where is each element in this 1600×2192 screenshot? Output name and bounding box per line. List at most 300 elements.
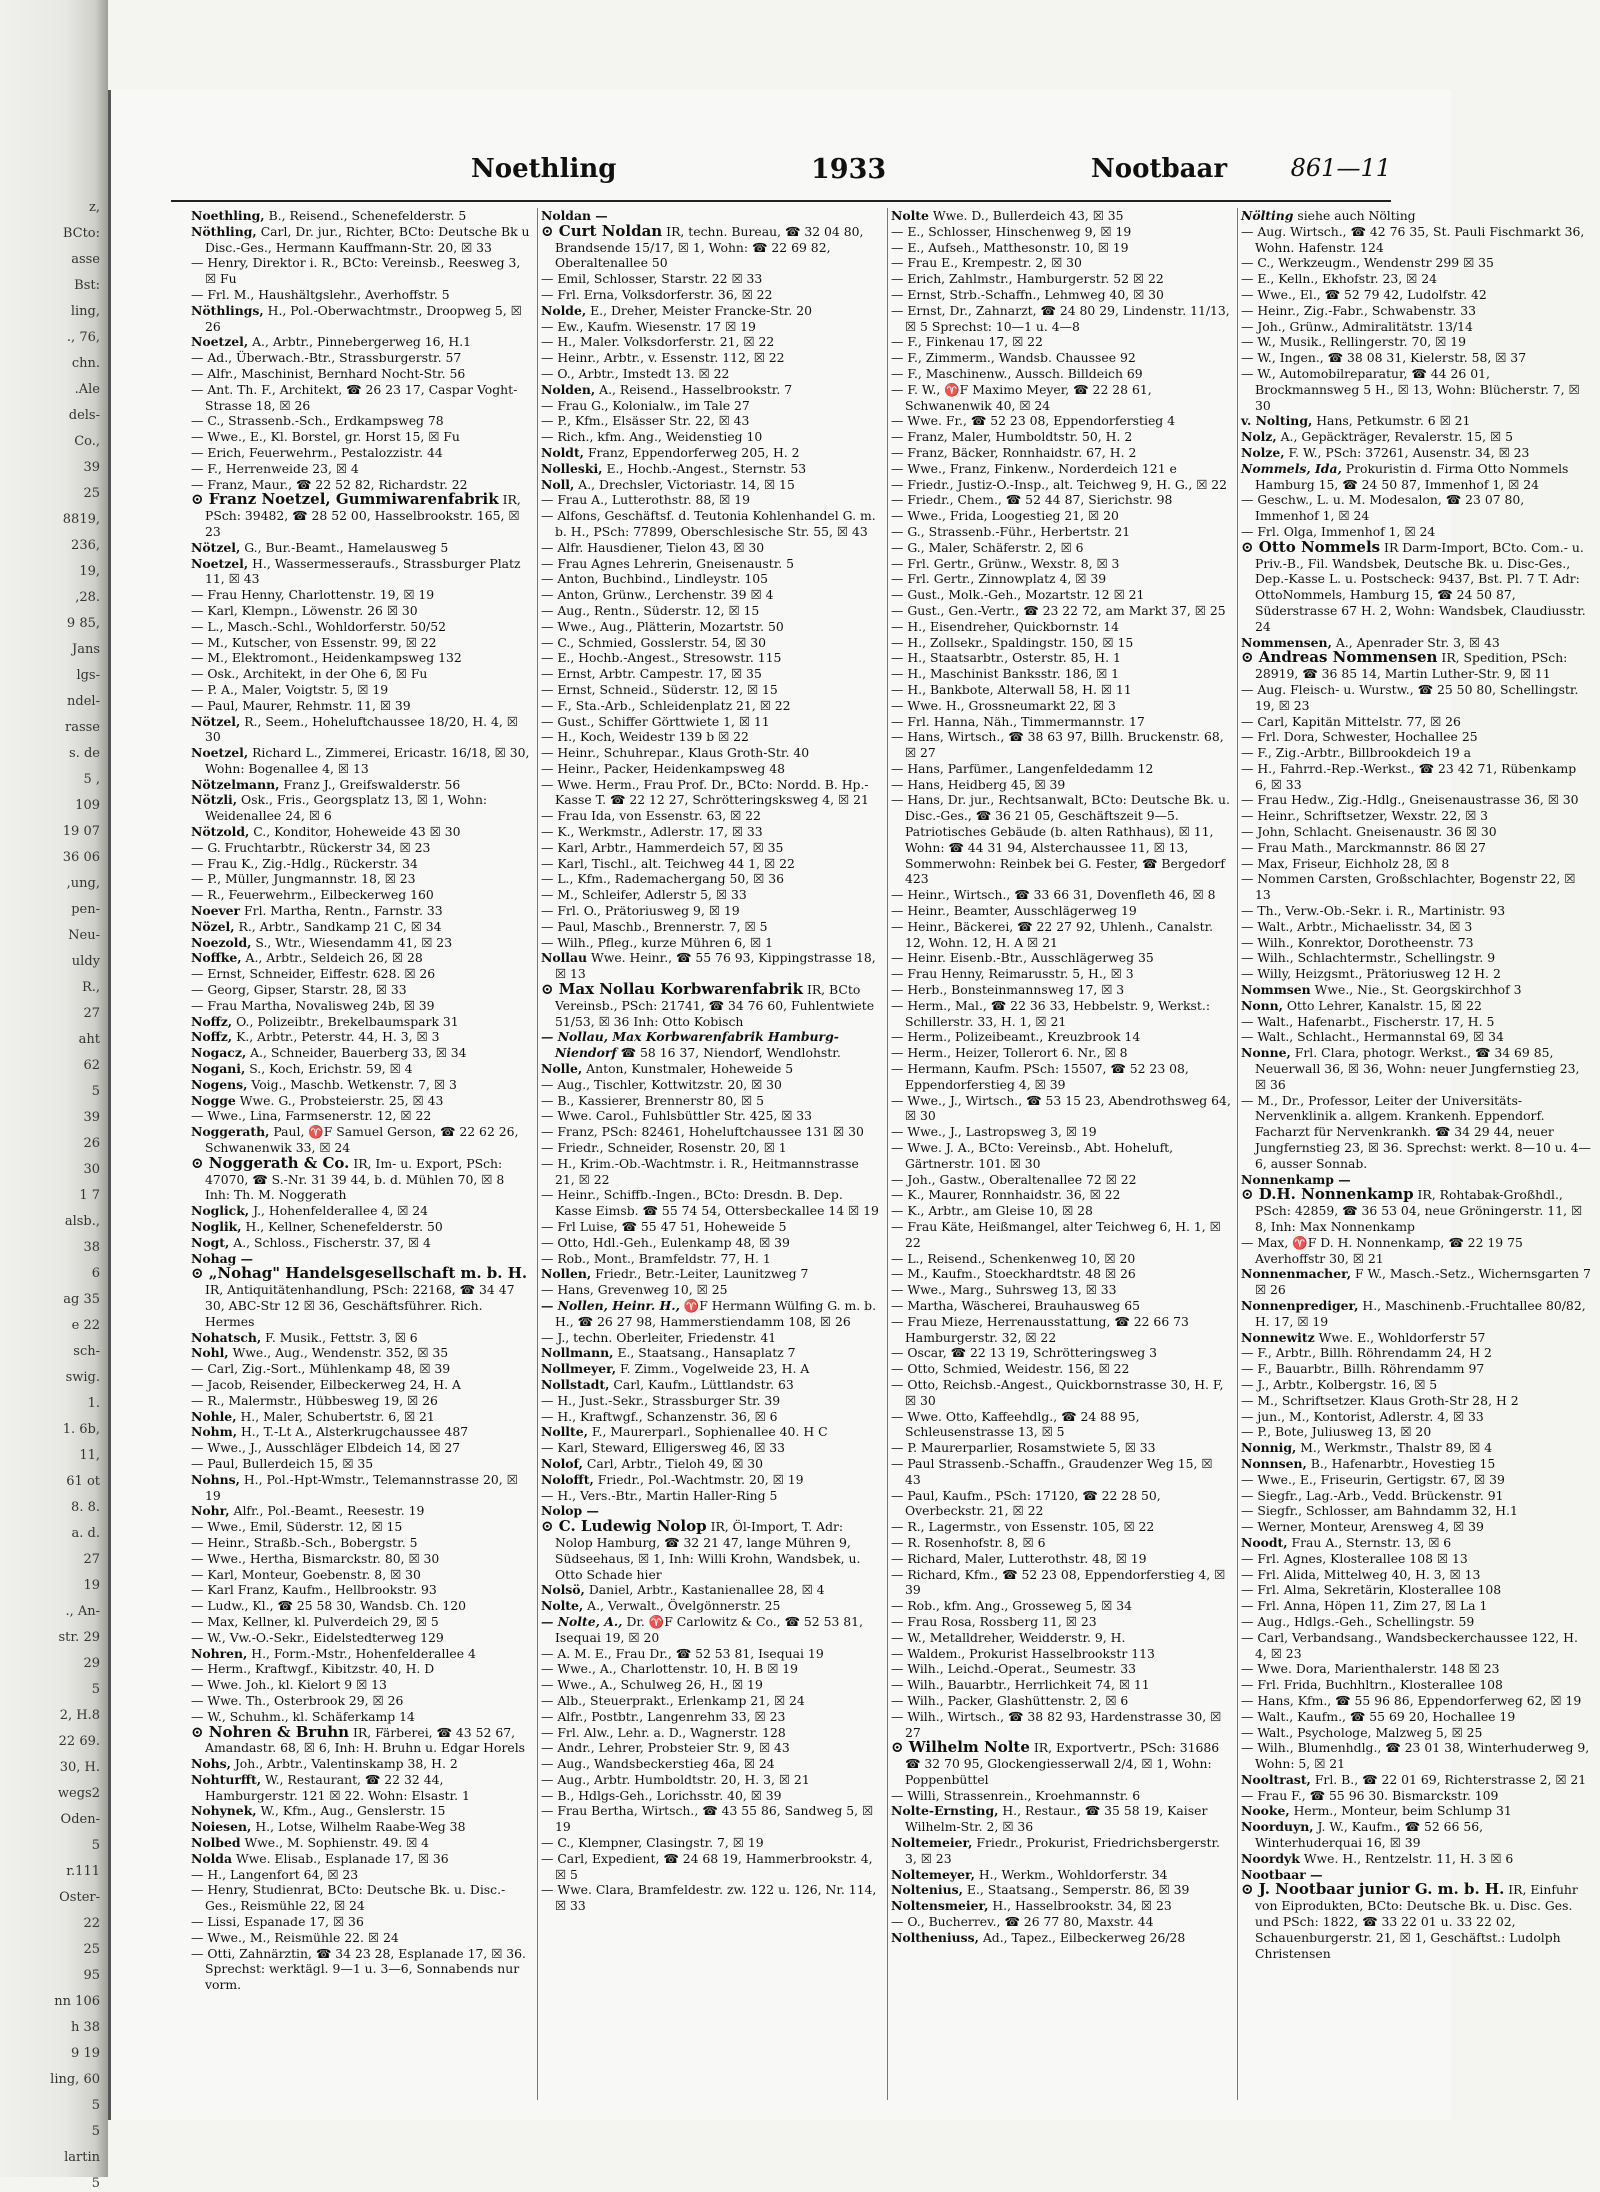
directory-entry <box>541 840 881 856</box>
entry-details: — Anton, Grünw., Lerchenstr. 39 ☒ 4 <box>541 587 774 603</box>
entry-name: Nonnenmacher, <box>1241 1266 1352 1282</box>
directory-entry <box>541 729 881 745</box>
entry-name: Nommensen, <box>1241 634 1332 650</box>
facing-page-fragment: ling, <box>70 304 100 319</box>
entry-details: — Frl. Frida, Buchhltrn., Klosterallee 108 <box>1241 1677 1503 1693</box>
entry-details: H., Form.-Mstr., Hohenfelderallee 4 <box>251 1645 476 1661</box>
directory-entry <box>541 1393 881 1409</box>
directory-entry <box>1241 334 1591 350</box>
entry-details: — Otti, Zahnärztin, ☎ 34 23 28, Esplanade 17, ☒ 36. Sprechst: werktägl. 9—1 u. 3—6, Sonnabends nur vorm. <box>191 1945 526 1993</box>
directory-entry <box>541 619 881 635</box>
facing-page-fragment: 5 , <box>83 772 100 787</box>
directory-entry <box>191 1061 531 1077</box>
directory-entry <box>891 571 1231 587</box>
entry-details: B., Hafenarbtr., Hovestieg 15 <box>1310 1455 1496 1471</box>
entry-name: Noffz, <box>191 1029 233 1045</box>
directory-entry <box>191 887 531 903</box>
entry-details: — H., Staatsarbtr., Osterstr. 85, H. 1 <box>891 650 1121 666</box>
entry-name: Noetzel, <box>191 745 249 761</box>
entry-name: Nogge <box>191 1092 236 1108</box>
directory-entry <box>891 1029 1231 1045</box>
directory-entry <box>891 492 1231 508</box>
entry-details: ☎ 58 16 37, Niendorf, Wendlohstr. <box>620 1045 841 1061</box>
directory-entry <box>891 1045 1231 1061</box>
directory-entry <box>191 1029 531 1045</box>
facing-page-fragment: Bst: <box>74 278 100 293</box>
entry-name: Nogani, <box>191 1061 246 1077</box>
entry-details: — Wwe. Fr., ☎ 52 23 08, Eppendorferstieg 4 <box>891 413 1176 429</box>
facing-page-fragment: rasse <box>64 720 100 735</box>
directory-entry <box>891 587 1231 603</box>
entry-details: Carl, Kaufm., Lüttlandstr. 63 <box>613 1376 794 1392</box>
entry-details: — Frau Henny, Reimarusstr. 5, H., ☒ 3 <box>891 966 1134 982</box>
directory-column-2 <box>541 208 888 2100</box>
facing-page-fragment: asse <box>71 252 100 267</box>
entry-details: S., Koch, Erichstr. 59, ☒ 4 <box>249 1061 413 1077</box>
directory-entry <box>1241 255 1591 271</box>
directory-entry <box>541 1061 881 1077</box>
entry-details: — Franz, Maur., ☎ 22 52 82, Richardstr. 22 <box>191 476 468 492</box>
directory-entry <box>1241 903 1591 919</box>
facing-page-fragment: ,28. <box>75 590 100 605</box>
entry-name: Noltensmeier, <box>891 1898 989 1914</box>
directory-entry <box>191 1803 531 1819</box>
entry-details: — Max, ♈F D. H. Nonnenkamp, ☎ 22 19 75 Averhoffstr 30, ☒ 21 <box>1241 1234 1523 1266</box>
entry-details: — Ew., Kaufm. Wiesenstr. 17 ☒ 19 <box>541 318 756 334</box>
directory-entry <box>541 1614 881 1646</box>
facing-page-fragment: 9 19 <box>71 2046 100 2061</box>
entry-details: — Frau Hedw., Zig.-Hdlg., Gneisenaustrasse 36, ☒ 30 <box>1241 792 1579 808</box>
facing-page-fragment: Neu- <box>68 928 100 943</box>
entry-details: — Frl. O., Prätoriusweg 9, ☒ 19 <box>541 903 740 919</box>
facing-page-fragment: 5 <box>91 2124 100 2139</box>
directory-entry <box>891 1803 1231 1835</box>
entry-details: — Alfr., Maschinist, Bernhard Nocht-Str. 56 <box>191 365 466 381</box>
facing-page-fragment: 27 <box>83 1552 100 1567</box>
entry-details: — Aug. Fleisch- u. Wurstw., ☎ 25 50 80, Schellingstr. 19, ☒ 23 <box>1241 681 1579 713</box>
directory-entry <box>891 1646 1231 1662</box>
directory-entry <box>191 1330 531 1346</box>
entry-details: — Wwe., El., ☎ 52 79 42, Ludolfstr. 42 <box>1241 286 1487 302</box>
directory-entry <box>191 1409 531 1425</box>
entry-details: — R., Malermstr., Hübbesweg 19, ☒ 26 <box>191 1392 438 1408</box>
entry-details: — Friedr., Justiz-O.-Insp., alt. Teichweg 9, H. G., ☒ 22 <box>891 476 1228 492</box>
entry-details: ♈F Hermann Wülfing G. m. b. H., ☎ 26 27 98, Hammerstiendamm 108, ☒ 26 <box>555 1297 877 1329</box>
entry-details: — F., Maschinenw., Aussch. Billdeich 69 <box>891 365 1143 381</box>
entry-details: — jun., M., Kontorist, Adlerstr. 4, ☒ 33 <box>1241 1408 1484 1424</box>
entry-details: — C., Werkzeugm., Wendenstr 299 ☒ 35 <box>1241 255 1494 271</box>
entry-details: — Franz, Bäcker, Ronnhaidstr. 67, H. 2 <box>891 444 1137 460</box>
directory-entry <box>1241 413 1591 429</box>
entry-name: Nöthling, <box>191 223 257 239</box>
entry-details: F., Maurerparl., Sophienallee 40. H C <box>591 1424 828 1440</box>
left-running-heading: Noethling <box>471 154 617 184</box>
facing-page-fragment: .Ale <box>74 382 100 397</box>
entry-name: Nolsö, <box>541 1582 585 1598</box>
entry-details: — Friedr., Chem., ☎ 52 44 87, Sierichstr. 98 <box>891 492 1173 508</box>
entry-name: Noldt, <box>541 444 584 460</box>
entry-details: H., Kellner, Schenefelderstr. 50 <box>245 1219 443 1234</box>
entry-details: — B., Kassierer, Brennerstr 80, ☒ 5 <box>541 1092 764 1108</box>
directory-entry <box>541 1140 881 1156</box>
entry-name: Noglick, <box>191 1203 250 1219</box>
entry-details: — Wilh., Packer, Glashüttenstr. 2, ☒ 6 <box>891 1692 1129 1708</box>
entry-details: — Frl. Gertr., Grünw., Wexstr. 8, ☒ 3 <box>891 555 1120 571</box>
facing-page-fragment: a. d. <box>71 1526 100 1541</box>
directory-entry <box>1241 208 1591 224</box>
facing-page-fragment: s. de <box>69 746 100 761</box>
entry-details: — F., Bauarbtr., Billh. Röhrendamm 97 <box>1241 1361 1485 1377</box>
entry-details: — Joh., Gastw., Oberaltenallee 72 ☒ 22 <box>891 1171 1137 1187</box>
directory-entry <box>891 603 1231 619</box>
entry-details: Alfr., Pol.-Beamt., Reesestr. 19 <box>233 1503 425 1519</box>
entry-details: Osk., Fris., Georgsplatz 13, ☒ 1, Wohn: Weidenallee 24, ☒ 6 <box>205 792 488 824</box>
entry-details: Prokuristin d. Firma Otto Nommels Hamburg 15, ☎ 24 50 87, Immenhof 1, ☒ 24 <box>1255 460 1569 492</box>
facing-page-fragment: nn 106 <box>54 1994 100 2009</box>
entry-name: Noggerath, <box>191 1124 270 1140</box>
facing-page-fragment: ., 76, <box>66 330 100 345</box>
directory-entry <box>1241 1409 1591 1425</box>
directory-entry <box>1241 856 1591 872</box>
entry-details: — Heinr., Bäckerei, ☎ 22 27 92, Uhlenh., Canalstr. 12, Wohn. 12, H. A ☒ 21 <box>891 918 1214 950</box>
entry-details: — Wwe. Clara, Bramfeldestr. zw. 122 u. 126, Nr. 114, ☒ 33 <box>541 1882 877 1914</box>
entry-details: H., Werkm., Wohldorferstr. 34 <box>978 1866 1168 1882</box>
entry-details: — Wwe., Emil, Süderstr. 12, ☒ 15 <box>191 1519 403 1535</box>
directory-entry <box>541 587 881 603</box>
entry-details: Frl. B., ☎ 22 01 69, Richterstrasse 2, ☒ 21 <box>1314 1771 1587 1787</box>
page-header <box>171 154 1391 202</box>
entry-details: H., Restaur., ☎ 35 58 19, Kaiser Wilhelm-Str. 2, ☒ 36 <box>905 1803 1208 1835</box>
directory-entry <box>1241 445 1591 461</box>
facing-page-fragment: 25 <box>83 1942 100 1957</box>
facing-page-fragment: ., An- <box>65 1604 100 1619</box>
directory-entry <box>191 1772 531 1804</box>
directory-entry <box>1241 429 1591 445</box>
entry-details: — Erich, Zahlmstr., Hamburgerstr. 52 ☒ 22 <box>891 271 1164 287</box>
directory-entry <box>541 492 881 508</box>
directory-entry <box>191 461 531 477</box>
facing-page-fragment: 19, <box>79 564 100 579</box>
directory-entry <box>541 682 881 698</box>
entry-details: — Hans, Grevenweg 10, ☒ 25 <box>541 1282 728 1298</box>
entry-details: — W., Automobilreparatur, ☎ 44 26 01, Brockmannsweg 5 H., ☒ 13, Wohn: Blücherstr. 7, ☒ 30 <box>1241 365 1580 413</box>
directory-entry <box>191 1153 531 1203</box>
entry-details: H., Hasselbrookstr. 34, ☒ 23 <box>992 1898 1172 1914</box>
directory-entry <box>191 1582 531 1598</box>
entry-details: — Max, Kellner, kl. Pulverdeich 29, ☒ 5 <box>191 1613 439 1629</box>
entry-details: — Paul, Maschb., Brennerstr. 7, ☒ 5 <box>541 918 768 934</box>
entry-details: Carl, Arbtr., Tieloh 49, ☒ 30 <box>586 1455 764 1471</box>
entry-details: E., Dreher, Meister Francke-Str. 20 <box>590 302 812 318</box>
directory-entry <box>541 1409 881 1425</box>
entry-details: — Erich, Feuerwehrm., Pestalozzistr. 44 <box>191 444 443 460</box>
directory-entry <box>891 1440 1231 1456</box>
entry-details: Wwe., Aug., Wendenstr. 352, ☒ 35 <box>232 1345 449 1361</box>
directory-entry <box>541 1124 881 1140</box>
entry-details: — Frl. Gertr., Zinnowplatz 4, ☒ 39 <box>891 571 1107 587</box>
directory-entry <box>891 1124 1231 1140</box>
directory-entry <box>891 1898 1231 1914</box>
entry-details: siehe auch Nölting <box>1297 208 1416 223</box>
directory-entry <box>191 950 531 966</box>
entry-details: H., Pol.-Oberwachtmstr., Droopweg 5, ☒ 26 <box>205 302 522 334</box>
facing-page-fragment: 1. 6b, <box>62 1422 100 1437</box>
facing-page-fragment: 95 <box>83 1968 100 1983</box>
entry-details: — Frl. Alw., Lehr. a. D., Wagnerstr. 128 <box>541 1724 786 1740</box>
entry-details: — Frl. Olga, Immenhof 1, ☒ 24 <box>1241 523 1436 539</box>
entry-name: Noltheniuss, <box>891 1929 979 1945</box>
directory-entry <box>1241 319 1591 335</box>
entry-details: — Frl. Anna, Höpen 11, Zim 27, ☒ La 1 <box>1241 1598 1488 1614</box>
directory-entry <box>891 303 1231 335</box>
directory-entry <box>1241 1187 1591 1234</box>
entry-name: Noezold, <box>191 934 252 950</box>
directory-entry <box>1241 492 1591 524</box>
directory-entry <box>891 1598 1231 1614</box>
entry-details: — Ant. Th. F., Architekt, ☎ 26 23 17, Caspar Voght-Strasse 18, ☒ 26 <box>191 381 518 413</box>
facing-page-fragment: str. 29 <box>58 1630 100 1645</box>
entry-details: — H., Just.-Sekr., Strassburger Str. 39 <box>541 1392 781 1408</box>
directory-entry <box>541 919 881 935</box>
directory-entry <box>891 1456 1231 1488</box>
directory-entry <box>541 382 881 398</box>
entry-details: — M., Schleifer, Adlerstr 5, ☒ 33 <box>541 887 747 903</box>
directory-entry <box>191 429 531 445</box>
entry-details: — Frl. Alma, Sekretärin, Klosterallee 108 <box>1241 1582 1502 1598</box>
directory-entry <box>1241 966 1591 982</box>
entry-details: — Alfons, Geschäftsf. d. Teutonia Kohlenhandel G. m. b. H., PSch: 77899, Oberschlesische Str. 55, ☒ 43 <box>541 508 876 539</box>
directory-entry <box>541 1740 881 1756</box>
entry-name: Nözel, <box>191 918 235 934</box>
directory-entry <box>541 1029 881 1061</box>
directory-entry <box>891 1266 1231 1282</box>
entry-name: Nonnenprediger, <box>1241 1297 1359 1313</box>
directory-entry <box>1241 1488 1591 1504</box>
entry-details: — Walt., Psychologe, Malzweg 5, ☒ 25 <box>1241 1724 1483 1740</box>
directory-entry <box>541 556 881 572</box>
facing-page-fragment: 26 <box>83 1136 100 1151</box>
entry-details: J. W., Kaufm., ☎ 52 66 56, Winterhuderquai 16, ☒ 39 <box>1255 1819 1484 1851</box>
directory-entry <box>191 919 531 935</box>
directory-entry <box>891 903 1231 919</box>
directory-entry <box>891 714 1231 730</box>
entry-details: — Wwe., M., Reismühle 22. ☒ 24 <box>191 1929 399 1945</box>
entry-details: IR, techn. Bureau, ☎ 32 04 80, Brandsende 15/17, ☒ 1, Wohn: ☎ 22 69 82, Oberaltenallee 50 <box>555 223 864 271</box>
directory-entry <box>1241 1235 1591 1267</box>
entry-details: — Paul, Kaufm., PSch: 17120, ☎ 22 28 50, Overbeckstr. 21, ☒ 22 <box>891 1487 1161 1519</box>
facing-page-fragment: swig. <box>65 1370 100 1385</box>
directory-entry <box>1241 1345 1591 1361</box>
entry-details: — Willy, Heizgsmt., Prätoriusweg 12 H. 2 <box>1241 966 1501 982</box>
entry-name: Nötzel, <box>191 539 241 555</box>
entry-details: — John, Schlacht. Gneisenaustr. 36 ☒ 30 <box>1241 824 1497 840</box>
directory-entry <box>191 856 531 872</box>
entry-details: A., Arbtr., Seldeich 26, ☒ 28 <box>245 950 423 966</box>
entry-details: — Wwe., Marg., Suhrsweg 13, ☒ 33 <box>891 1282 1117 1298</box>
entry-name: Nohr, <box>191 1503 230 1519</box>
facing-page-fragment: uldy <box>71 954 100 969</box>
entry-name: Nollte, <box>541 1424 588 1440</box>
entry-details: — R., Feuerwehrm., Eilbeckerweg 160 <box>191 887 434 903</box>
directory-entry <box>891 1614 1231 1630</box>
entry-name: Noever <box>191 903 241 919</box>
directory-entry <box>891 350 1231 366</box>
entry-details: — Frl. Agnes, Klosterallee 108 ☒ 13 <box>1241 1550 1468 1566</box>
directory-entry <box>191 998 531 1014</box>
entry-details: — Otto, Schmied, Weidestr. 156, ☒ 22 <box>891 1361 1130 1377</box>
entry-details: C., Konditor, Hoheweide 43 ☒ 30 <box>253 824 461 840</box>
entry-details: — Heinr., Schuhrepar., Klaus Groth-Str. 40 <box>541 745 810 761</box>
entry-name: Noethling, <box>191 208 265 223</box>
entry-details: — Joh., Grünw., Admiralitätstr. 13/14 <box>1241 318 1473 334</box>
directory-entry <box>191 1598 531 1614</box>
entry-name: Nooke, <box>1241 1803 1290 1819</box>
directory-entry <box>191 1614 531 1630</box>
directory-entry <box>191 982 531 998</box>
facing-page-fragment: 5 <box>91 2176 100 2191</box>
entry-name: Nollen, <box>541 1266 592 1282</box>
directory-entry <box>191 966 531 982</box>
directory-entry <box>191 1551 531 1567</box>
facing-page-fragment: z, <box>89 200 100 215</box>
facing-page-fragment: 30, H. <box>59 1760 100 1775</box>
entry-details: — Franz, Maler, Humboldtstr. 50, H. 2 <box>891 429 1133 445</box>
facing-page-fragment: lartin <box>64 2150 100 2165</box>
directory-entry <box>891 382 1231 414</box>
entry-details: — Heinr., Schiffb.-Ingen., BCto: Dresdn. B. Dep. Kasse Eimsb. ☎ 55 74 54, Ottersbeckallee 14 ☒ 19 <box>541 1187 879 1219</box>
entry-details: — F., Finkenau 17, ☒ 22 <box>891 334 1043 350</box>
directory-entry <box>541 1345 881 1361</box>
entry-details: — L., Reisend., Schenkenweg 10, ☒ 20 <box>891 1250 1136 1266</box>
entry-details: — Aug., Hdlgs.-Geh., Schellingstr. 59 <box>1241 1613 1475 1629</box>
entry-details: — H., Maler. Volksdorferstr. 21, ☒ 22 <box>541 334 775 350</box>
entry-details: A., Drechsler, Victoriastr. 14, ☒ 15 <box>578 476 795 492</box>
entry-details: — Wilh., Pfleg., kurze Mühren 6, ☒ 1 <box>541 934 773 950</box>
directory-entry <box>191 540 531 556</box>
directory-entry <box>891 777 1231 793</box>
entry-details: Hans, Petkumstr. 6 ☒ 21 <box>1316 413 1471 429</box>
directory-entry <box>891 1693 1231 1709</box>
entry-details: — K., Werkmstr., Adlerstr. 17, ☒ 33 <box>541 824 763 840</box>
entry-name: Nonne, <box>1241 1045 1291 1061</box>
entry-details: — Werner, Monteur, Arensweg 4, ☒ 39 <box>1241 1519 1484 1535</box>
entry-name: ⊙ „Nohag" Handelsgesellschaft m. b. H. <box>191 1264 528 1283</box>
entry-details: — Emil, Schlosser, Starstr. 22 ☒ 33 <box>541 271 763 287</box>
entry-details: — M., Elektromont., Heidenkampsweg 132 <box>191 650 462 666</box>
directory-entry <box>191 1361 531 1377</box>
entry-name: Nohm, <box>191 1424 238 1440</box>
entry-details: — Heinr., Schriftsetzer, Wexstr. 22, ☒ 3 <box>1241 808 1489 824</box>
directory-entry <box>1241 1424 1591 1440</box>
directory-entry <box>541 1519 881 1582</box>
entry-details: Ad., Tapez., Eilbeckerweg 26/28 <box>982 1929 1186 1945</box>
facing-page-fragment: 1 7 <box>79 1188 100 1203</box>
left-page-gutter <box>0 0 108 2191</box>
entry-details: H., Lotse, Wilhelm Raabe-Weg 38 <box>255 1819 466 1835</box>
facing-page-fragment: BCto: <box>62 226 100 241</box>
entry-details: — Heinr., Wirtsch., ☎ 33 66 31, Dovenfleth 46, ☒ 8 <box>891 887 1216 903</box>
entry-name: Nooltrast, <box>1241 1771 1311 1787</box>
entry-details: — Th., Verw.-Ob.-Sekr. i. R., Martinistr. 93 <box>1241 903 1506 919</box>
entry-name: ⊙ Otto Nommels <box>1241 537 1381 556</box>
facing-page-fragment: 11, <box>79 1448 100 1463</box>
facing-page-fragment: 5 <box>91 1838 100 1853</box>
entry-name: Noodt, <box>1241 1534 1288 1550</box>
entry-name: Nolze, <box>1241 444 1285 460</box>
entry-details: — Frl Luise, ☎ 55 47 51, Hoheweide 5 <box>541 1219 787 1234</box>
directory-entry <box>541 1772 881 1788</box>
entry-details: — G. Fruchtarbtr., Rückerstr 34, ☒ 23 <box>191 839 431 855</box>
directory-entry <box>1241 1045 1591 1092</box>
entry-details: — R. Rosenhofstr. 8, ☒ 6 <box>891 1534 1046 1550</box>
entry-details: — O., Arbtr., Imstedt 13. ☒ 22 <box>541 365 730 381</box>
entry-details: — Franz, PSch: 82461, Hoheluftchaussee 131 ☒ 30 <box>541 1124 864 1140</box>
entry-details: — Karl, Tischl., alt. Teichweg 44 1, ☒ 22 <box>541 855 795 871</box>
entry-name: ⊙ C. Ludewig Nolop <box>541 1517 707 1536</box>
facing-page-fragment: lgs- <box>76 668 100 683</box>
entry-details: — Walt., Schlacht., Hermannstal 69, ☒ 34 <box>1241 1029 1504 1045</box>
directory-entry <box>191 682 531 698</box>
right-running-heading: Nootbaar <box>1091 154 1228 184</box>
directory-entry <box>891 650 1231 666</box>
entry-details: S., Wtr., Wiesendamm 41, ☒ 23 <box>255 934 453 950</box>
directory-entry <box>191 792 531 824</box>
entry-details: — Rob., kfm. Ang., Grosseweg 5, ☒ 34 <box>891 1598 1132 1614</box>
entry-name: Nölting <box>1241 208 1294 223</box>
entry-details: — Frau Henny, Charlottenstr. 19, ☒ 19 <box>191 587 435 603</box>
entry-details: — W., Schuhm., kl. Schäferkamp 14 <box>191 1708 415 1724</box>
directory-entry <box>541 1330 881 1346</box>
entry-details: — Andr., Lehrer, Probsteier Str. 9, ☒ 43 <box>541 1740 790 1756</box>
directory-entry <box>891 1930 1231 1946</box>
facing-page-fragment: 6 <box>91 1266 100 1281</box>
directory-entry <box>191 871 531 887</box>
directory-entry <box>1241 650 1591 682</box>
directory-entry <box>191 334 531 350</box>
directory-entry <box>541 1187 881 1219</box>
directory-entry <box>541 603 881 619</box>
entry-name: Nohag — <box>191 1250 253 1266</box>
directory-entry <box>891 524 1231 540</box>
directory-entry <box>891 998 1231 1030</box>
directory-entry <box>191 1440 531 1456</box>
directory-entry <box>1241 729 1591 745</box>
directory-entry <box>541 413 881 429</box>
entry-details: — M., Kutscher, von Essenstr. 99, ☒ 22 <box>191 634 437 650</box>
entry-name: Nonnewitz <box>1241 1329 1315 1345</box>
directory-entry <box>1241 808 1591 824</box>
directory-entry <box>541 287 881 303</box>
facing-page-fragment: e 22 <box>71 1318 100 1333</box>
facing-page-fragment: 27 <box>83 1006 100 1021</box>
entry-details: — Nommen Carsten, Großschlachter, Bogenstr 22, ☒ 13 <box>1241 871 1576 903</box>
entry-details: — Wilh., Konrektor, Dorotheenstr. 73 <box>1241 934 1474 950</box>
entry-details: — B., Hdlgs-Geh., Lorichsstr. 40, ☒ 39 <box>541 1787 782 1803</box>
entry-details: — E., Schlosser, Hinschenweg 9, ☒ 19 <box>891 223 1132 239</box>
directory-entry <box>541 1598 881 1614</box>
directory-entry <box>891 240 1231 256</box>
directory-entry <box>891 887 1231 903</box>
entry-details: — Wwe., J., Ausschläger Elbdeich 14, ☒ 27 <box>191 1440 461 1456</box>
directory-entry <box>891 1488 1231 1520</box>
entry-details: Wwe., Nie., St. Georgskirchhof 3 <box>1314 982 1522 998</box>
directory-entry <box>891 1377 1231 1409</box>
facing-page-fragment: Co., <box>74 434 100 449</box>
directory-column-4 <box>1241 208 1591 2100</box>
entry-details: F. Zimm., Vogelweide 23, H. A <box>619 1361 810 1377</box>
entry-details: — F., Herrenweide 23, ☒ 4 <box>191 460 359 476</box>
entry-details: Otto Lehrer, Kanalstr. 15, ☒ 22 <box>1286 997 1482 1013</box>
